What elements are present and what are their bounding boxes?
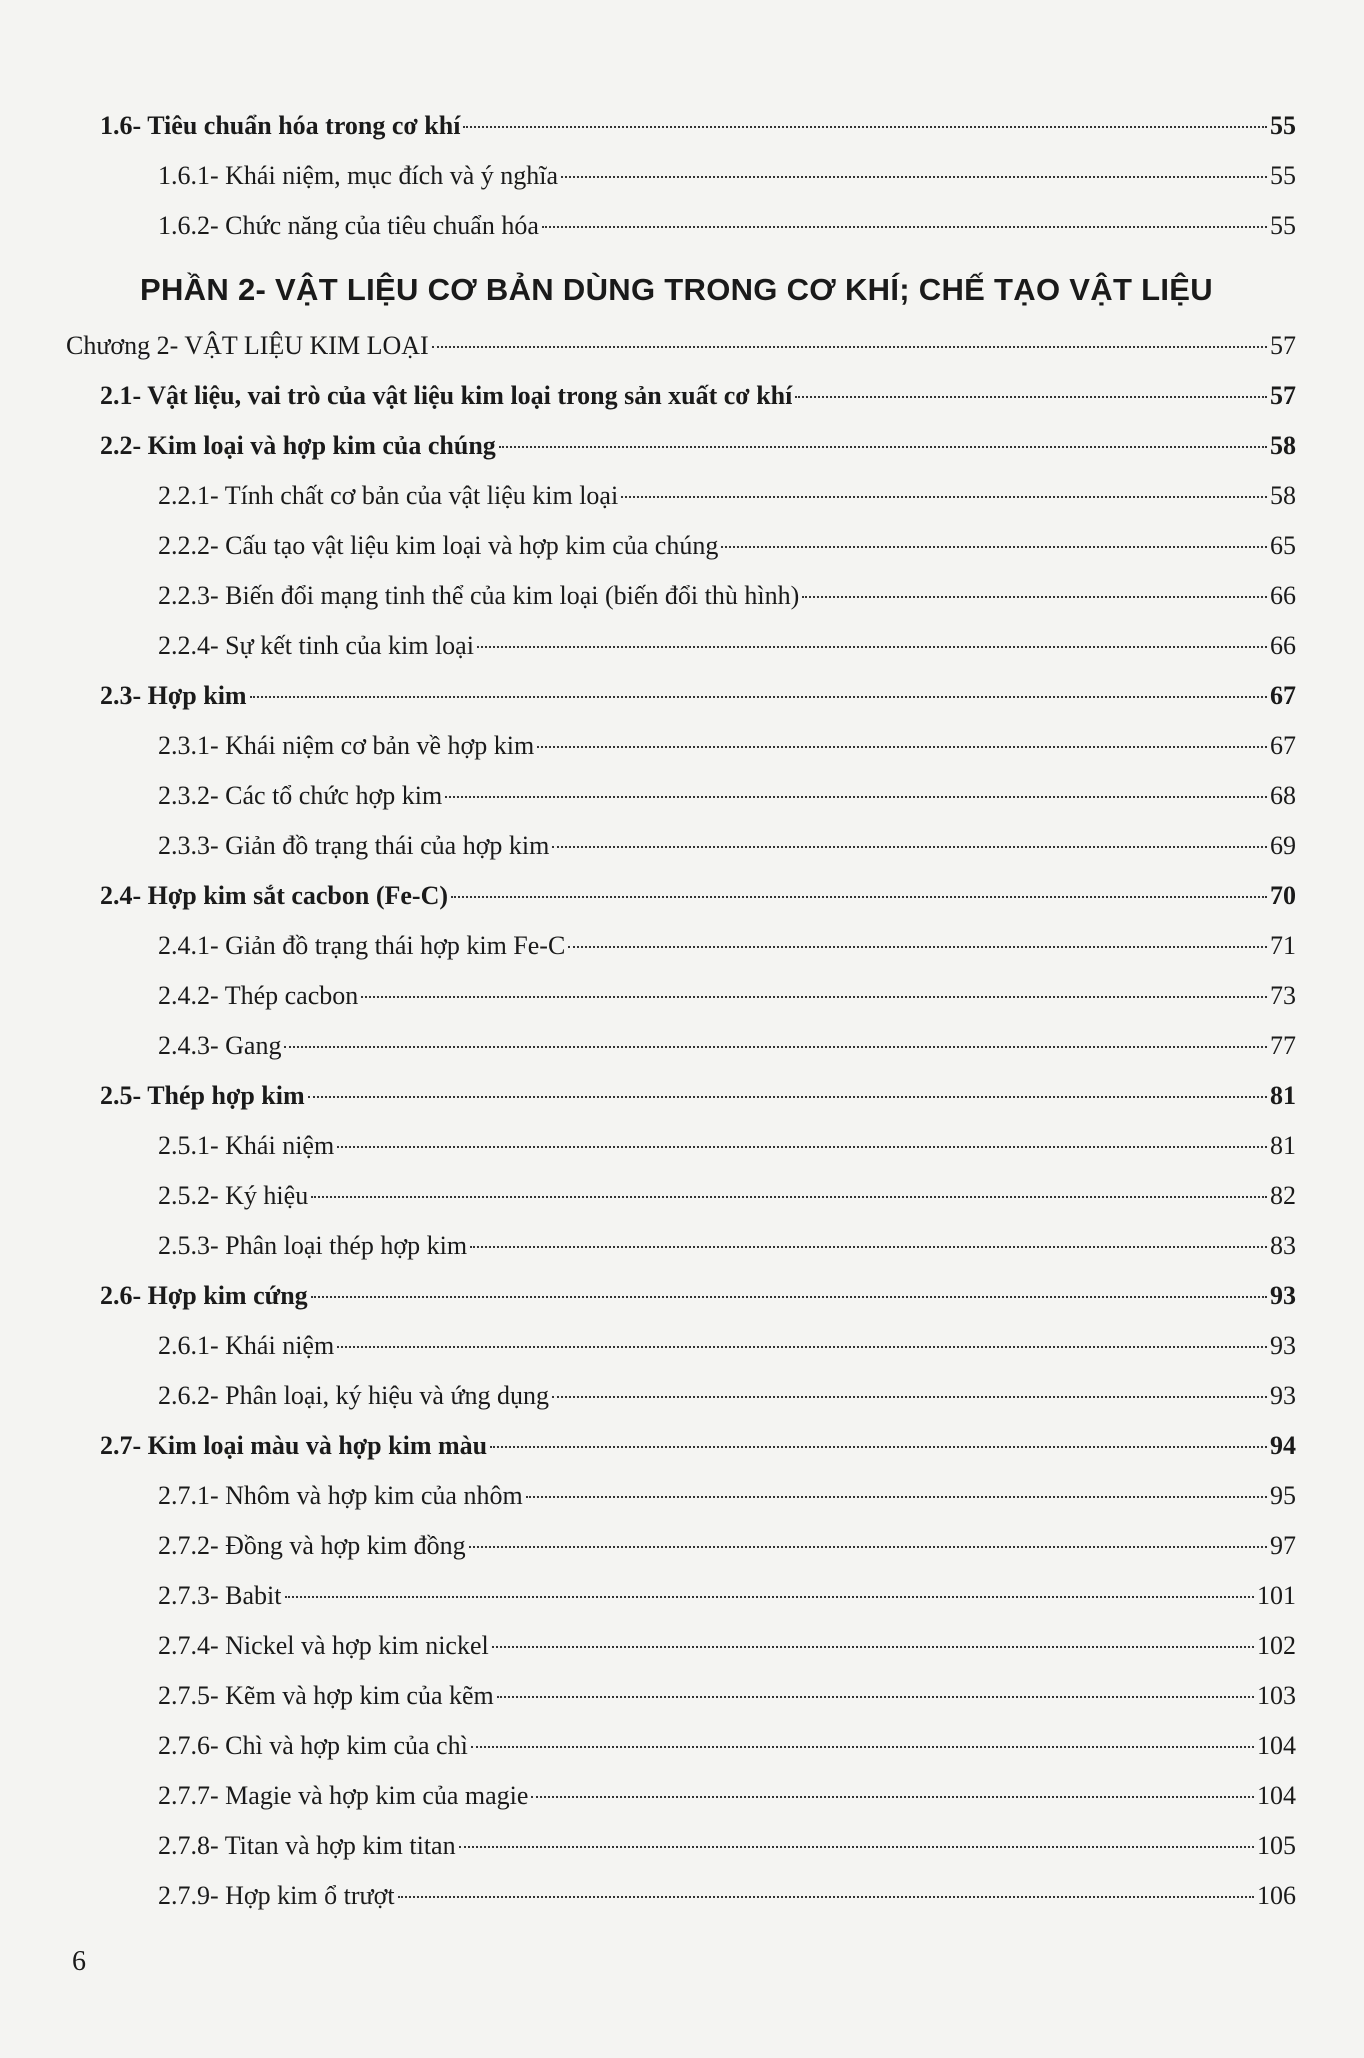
toc-entry-label: 2.7.1- Nhôm và hợp kim của nhôm: [158, 1481, 523, 1510]
toc-entry-label: 2.1- Vật liệu, vai trò của vật liệu kim loại trong sản xuất cơ khí: [100, 381, 793, 410]
toc-entry-label: 2.4.1- Giản đồ trạng thái hợp kim Fe-C: [158, 931, 566, 960]
toc-entry: [158, 1630, 1296, 1662]
toc-entry: [158, 160, 1296, 192]
toc-leader-dots: [552, 1396, 1267, 1398]
toc-leader-dots: [542, 226, 1267, 228]
toc-leader-dots: [311, 1296, 1267, 1298]
toc-leader-dots: [337, 1146, 1267, 1148]
toc-entry-label: 2.3.2- Các tổ chức hợp kim: [158, 781, 443, 810]
toc-entry-page: 55: [1270, 211, 1296, 240]
toc-entry: [100, 680, 1296, 712]
toc-entry-label: 2.6.2- Phân loại, ký hiệu và ứng dụng: [158, 1381, 550, 1410]
toc-entry: [158, 1130, 1296, 1162]
toc-entry-label: 2.7.8- Titan và hợp kim titan: [158, 1831, 456, 1860]
toc-leader-dots: [284, 1046, 1267, 1048]
toc-leader-dots: [477, 646, 1267, 648]
toc-leader-dots: [802, 596, 1267, 598]
toc-entry-page: 58: [1270, 431, 1296, 460]
toc-entry: [158, 580, 1296, 612]
toc-leader-dots: [568, 946, 1267, 948]
toc-entry-label: 2.7.7- Magie và hợp kim của magie: [158, 1781, 529, 1810]
toc-entry-label: Chương 2- VẬT LIỆU KIM LOẠI: [66, 331, 429, 360]
toc-leader-dots: [308, 1096, 1267, 1098]
toc-entry: [100, 110, 1296, 142]
toc-entry-label: 2.2.3- Biến đổi mạng tinh thể của kim loại (biến đổi thù hình): [158, 581, 800, 610]
toc-entry-page: 83: [1270, 1231, 1296, 1260]
toc-entry-label: 2.2.4- Sự kết tinh của kim loại: [158, 631, 474, 660]
toc-entry-label: 2.2.1- Tính chất cơ bản của vật liệu kim loại: [158, 481, 619, 510]
toc-entry-page: 93: [1270, 1281, 1296, 1310]
toc-entry-page: 106: [1257, 1881, 1296, 1910]
toc-entry: [158, 1480, 1296, 1512]
toc-entry-page: 67: [1270, 681, 1296, 710]
toc-entry: [158, 730, 1296, 762]
toc-entry-label: 2.6.1- Khái niệm: [158, 1331, 335, 1360]
toc-leader-dots: [795, 396, 1267, 398]
toc-entry-page: 55: [1270, 161, 1296, 190]
toc-entry-label: 2.7.5- Kẽm và hợp kim của kẽm: [158, 1681, 494, 1710]
toc-leader-dots: [285, 1596, 1255, 1598]
toc-entry: [100, 1430, 1296, 1462]
toc-entry-label: 2.5.2- Ký hiệu: [158, 1181, 309, 1210]
toc-entry: [158, 830, 1296, 862]
toc-entry-page: 103: [1257, 1681, 1296, 1710]
toc-entry-label: 2.2- Kim loại và hợp kim của chúng: [100, 431, 496, 460]
toc-entry-page: 97: [1270, 1531, 1296, 1560]
toc-entry-page: 104: [1257, 1781, 1296, 1810]
toc-entry-page: 95: [1270, 1481, 1296, 1510]
toc-entry-page: 81: [1270, 1081, 1296, 1110]
toc-entry-label: 2.5- Thép hợp kim: [100, 1081, 305, 1110]
toc-entry-page: 102: [1257, 1631, 1296, 1660]
toc-entry: [158, 1780, 1296, 1812]
toc-entry-page: 66: [1270, 581, 1296, 610]
toc-entry-label: 2.7- Kim loại màu và hợp kim màu: [100, 1431, 488, 1460]
toc-entry-page: 93: [1270, 1381, 1296, 1410]
toc-leader-dots: [499, 446, 1267, 448]
toc-entry-page: 57: [1270, 331, 1296, 360]
toc-leader-dots: [561, 176, 1267, 178]
toc-entry: [158, 780, 1296, 812]
toc-entry-label: 2.3- Hợp kim: [100, 681, 247, 710]
toc-entry-label: 1.6.1- Khái niệm, mục đích và ý nghĩa: [158, 161, 559, 190]
toc-leader-dots: [552, 846, 1267, 848]
toc-leader-dots: [621, 496, 1267, 498]
toc-leader-dots: [311, 1196, 1267, 1198]
toc-leader-dots: [445, 796, 1267, 798]
toc-leader-dots: [492, 1646, 1254, 1648]
toc-entry-page: 65: [1270, 531, 1296, 560]
toc-entry: [158, 1730, 1296, 1762]
toc-leader-dots: [398, 1896, 1254, 1898]
toc-entry-page: 69: [1270, 831, 1296, 860]
toc-entry-page: 93: [1270, 1331, 1296, 1360]
toc-entry-page: 94: [1270, 1431, 1296, 1460]
toc-entry-label: 2.7.4- Nickel và hợp kim nickel: [158, 1631, 489, 1660]
toc-entry: [158, 1230, 1296, 1262]
toc-entry: [158, 210, 1296, 242]
toc-entry-label: 2.4- Hợp kim sắt cacbon (Fe-C): [100, 881, 449, 910]
toc-leader-dots: [537, 746, 1267, 748]
toc-leader-dots: [490, 1446, 1267, 1448]
toc-leader-dots: [361, 996, 1267, 998]
toc-entry-label: 2.4.3- Gang: [158, 1031, 282, 1060]
toc-entry-label: 2.7.9- Hợp kim ổ trượt: [158, 1881, 395, 1910]
toc-leader-dots: [469, 1546, 1267, 1548]
toc-entry-label: 1.6.2- Chức năng của tiêu chuẩn hóa: [158, 211, 539, 240]
toc-entry-label: 2.7.6- Chì và hợp kim của chì: [158, 1731, 468, 1760]
toc-entry: [100, 1280, 1296, 1312]
toc-entry: [158, 1030, 1296, 1062]
toc-entry-label: 2.5.1- Khái niệm: [158, 1131, 335, 1160]
toc-leader-dots: [459, 1846, 1254, 1848]
toc-entry: [158, 1880, 1296, 1912]
toc-entry-page: 71: [1270, 931, 1296, 960]
page-number: 6: [72, 1946, 86, 1977]
toc-leader-dots: [471, 1746, 1254, 1748]
toc-entry-page: 58: [1270, 481, 1296, 510]
toc-entry-label: 2.5.3- Phân loại thép hợp kim: [158, 1231, 468, 1260]
toc-entry: [100, 880, 1296, 912]
toc-entry-label: 1.6- Tiêu chuẩn hóa trong cơ khí: [100, 111, 461, 140]
toc-entry: [158, 1330, 1296, 1362]
toc-entry: [158, 1380, 1296, 1412]
toc-leader-dots: [432, 346, 1267, 348]
toc-entry-label: 2.4.2- Thép cacbon: [158, 981, 359, 1010]
toc-leader-dots: [497, 1696, 1254, 1698]
toc-entry-page: 101: [1257, 1581, 1296, 1610]
toc-entry-page: 67: [1270, 731, 1296, 760]
toc-entry: [158, 530, 1296, 562]
toc-leader-dots: [531, 1796, 1254, 1798]
toc-entry-label: 2.7.2- Đồng và hợp kim đồng: [158, 1531, 466, 1560]
toc-entry: [158, 930, 1296, 962]
toc-entry: [100, 1080, 1296, 1112]
toc-entry: [100, 380, 1296, 412]
toc-entry-page: 104: [1257, 1731, 1296, 1760]
toc-entry-page: 55: [1270, 111, 1296, 140]
toc-entry: [100, 430, 1296, 462]
toc-entry: [158, 1580, 1296, 1612]
toc-entry-page: 81: [1270, 1131, 1296, 1160]
toc-entry-page: 57: [1270, 381, 1296, 410]
toc-entry-label: 2.2.2- Cấu tạo vật liệu kim loại và hợp kim của chúng: [158, 531, 719, 560]
toc-leader-dots: [451, 896, 1267, 898]
toc-leader-dots: [337, 1346, 1267, 1348]
toc-entry-page: 82: [1270, 1181, 1296, 1210]
toc-entry-label: 2.3.3- Giản đồ trạng thái của hợp kim: [158, 831, 550, 860]
toc-entry-page: 105: [1257, 1831, 1296, 1860]
toc-leader-dots: [470, 1246, 1267, 1248]
toc-entry-page: 68: [1270, 781, 1296, 810]
toc-entry: [158, 980, 1296, 1012]
toc-entry-page: 66: [1270, 631, 1296, 660]
toc-entry-page: 70: [1270, 881, 1296, 910]
toc-entry-label: 2.3.1- Khái niệm cơ bản về hợp kim: [158, 731, 535, 760]
toc-leader-dots: [526, 1496, 1267, 1498]
toc-entry: [158, 1180, 1296, 1212]
toc-entry: [158, 1530, 1296, 1562]
toc-entry: [158, 630, 1296, 662]
toc-entry: [66, 330, 1296, 362]
toc-entry-label: 2.6- Hợp kim cứng: [100, 1281, 308, 1310]
part-heading: PHẦN 2- VẬT LIỆU CƠ BẢN DÙNG TRONG CƠ KHÍ; CHẾ TẠO VẬT LIỆU: [140, 272, 1213, 307]
toc-entry: [158, 480, 1296, 512]
toc-entry: [158, 1830, 1296, 1862]
toc-leader-dots: [250, 696, 1267, 698]
toc-entry-label: 2.7.3- Babit: [158, 1581, 282, 1610]
toc-leader-dots: [463, 126, 1267, 128]
toc-entry-page: 73: [1270, 981, 1296, 1010]
toc-entry-page: 77: [1270, 1031, 1296, 1060]
toc-leader-dots: [721, 546, 1267, 548]
toc-entry: [158, 1680, 1296, 1712]
